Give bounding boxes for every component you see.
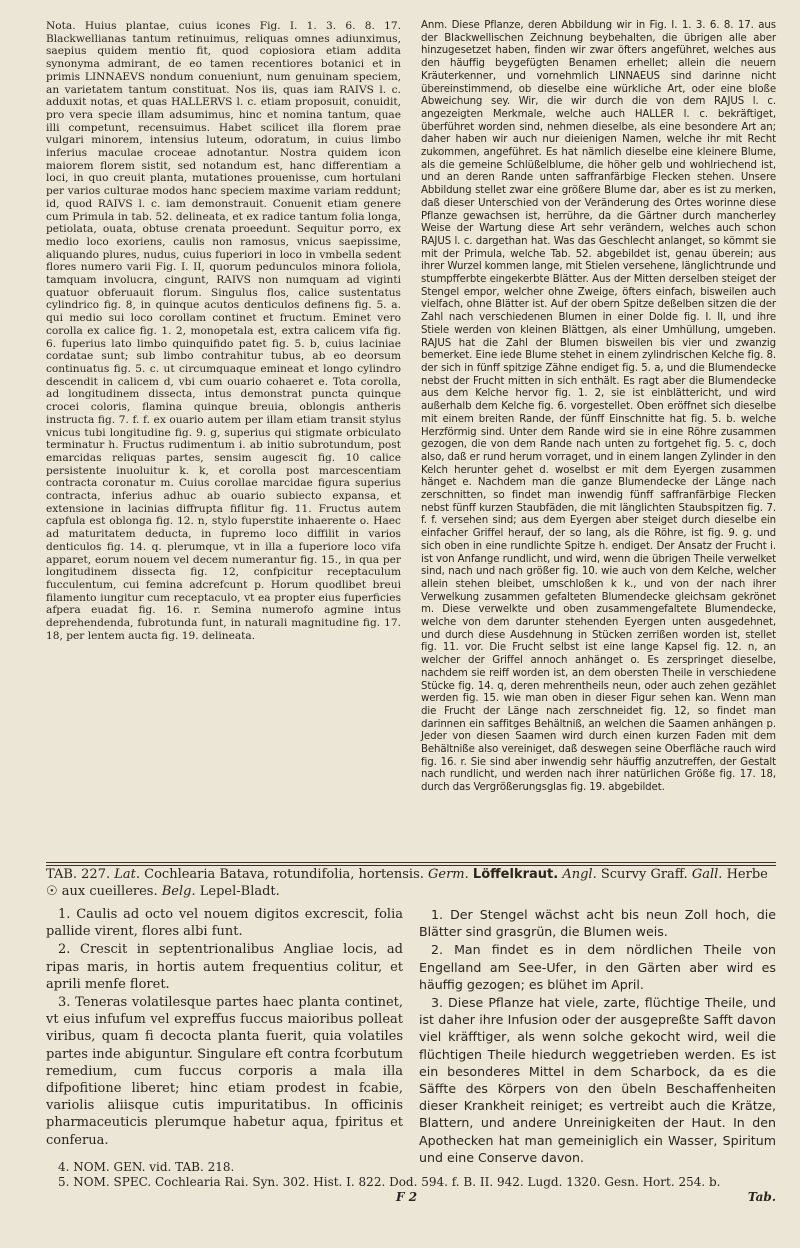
synonyms: [58, 1160, 778, 1190]
german-paragraph-1: 1. Der Stengel wächst acht bis neun Zoll hoch, die Blätter sind grasgrün, die Blumen weis.: [419, 907, 776, 940]
catchword: Tab.: [747, 1190, 776, 1204]
latin-label: Lat.: [114, 867, 141, 882]
nom-spec: 5. NOM. SPEC. Cochlearia Rai. Syn. 302. Hist. I. 822. Dod. 594. f. B. II. 942. Lugd. 1320. Gesn. Hort. 254. b.: [58, 1175, 721, 1189]
french-name-cont: ☉ aux cueilleres.: [46, 884, 158, 899]
latin-column: [46, 906, 403, 1167]
english-name: Scurvy Graff.: [600, 867, 688, 882]
divider-rule: [46, 862, 776, 863]
notes-section: [46, 20, 776, 795]
german-label: Germ.: [428, 867, 469, 882]
latin-name: Cochlearia Batava, rotundifolia, hortensis.: [144, 867, 424, 882]
german-name: Löffelkraut.: [472, 867, 559, 882]
dutch-name: Lepel-Bladt.: [199, 884, 280, 899]
plate-number: TAB. 227.: [46, 867, 111, 882]
german-paragraph-2: 2. Man findet es in dem nördlichen Theile von Engelland am See-Ufer, in den Gärten aber wird es häuffig gezogen; es blühet im April.: [419, 942, 776, 992]
german-paragraph-3: 3. Diese Pflanze hat viele, zarte, flüchtige Theile, und ist daher ihre Infusion oder der ausgepreßte Safft davon viel kräfftiger, als wenn solche gekocht wird, weil die flüchtigen Theile hiedurch weggetrieben werden. Es ist ein besonderes Mittel in dem Scharbock, da es die Säffte des Körpers von den übeln Beschaffenheiten dieser Krankheit reiniget; es vertreibt auch die Krätze, Blattern, und andere Unreinigkeiten der Haut. In den Apothecken hat man gemeiniglich ein Wasser, Spiritum und eine Conserve davon.: [419, 995, 776, 1165]
dutch-label: Belg.: [161, 884, 196, 899]
german-note: Anm. Diese Pflanze, deren Abbildung wir in Fig. I. 1. 3. 6. 8. 17. aus der Blackwellischen Zeichnung beybehalten, die übrigen alle aber hinzugesetzet haben, finden wir zwar öfters angeführet, welches aus den häuffig beygefügten Benamen erhellet; allein die neuern Kräuterkenner, und vornehmlich LINNAEUS sind darinne nicht übereinstimmend, ob dieselbe eine würkliche Art, oder eine bloße Abweichung sey. Wir, die wir durch die von dem RAJUS l. c. angezeigten Merkmale, welche auch HALLER l. c. bekräftiget, überführet worden sind, nehmen dieselbe, als eine besondere Art an; daher haben wir auch nur dieienigen Namen, welche ihr mit Recht zukommen, angeführet. Es hat nämlich dieselbe eine kleinere Blume, als die gemeine Schlüßelblume, die höher gelb und wohlriechend ist, und an deren Rande unten saffranfärbige Flecken stehen. Unsere Abbildung stellet zwar eine größere Blume dar, aber es ist zu merken, daß dieser Unterschied von der Veränderung des Ortes worinne diese Pflanze gewachsen ist, herrühre, da die Gärtner durch mancherley Weise der Wartung diese Art sehr verändern, welches auch schon RAJUS l. c. dargethan hat. Was das Geschlecht anlanget, so kömmt sie mit der Primula, welche Tab. 52. abgebildet ist, genau überein; aus ihrer Wurzel kommen lange, mit Stielen versehene, länglichtrunde und stumpfferbte eingekerbte Blätter. Aus der Mitten derselben steiget der Stengel empor, welcher ohne Zweige, öfters einfach, bisweilen auch vielfach, ohne Blätter ist. Auf der obern Spitze deßelben sitzen die der Zahl nach verschiedenen Blumen in einer Dolde fig. I. II, und ihre Stiele werden von kleinen Blättgen, als einer Umhüllung, umgeben. RAJUS hat die Zahl der Blumen bisweilen bis vier und zwanzig bemerket. Eine iede Blume stehet in einem zylindrischen Kelche fig. 8. der sich in fünff spitzige Zähne endiget fig. 5. a, und die Blumendecke nebst der Frucht mitten in sich enthält. Es ragt aber die Blumendecke aus dem Kelche hervor fig. 1. 2, sie ist einblättericht, und wird außerhalb dem Kelche fig. 6. vorgestellet. Oben eröffnet sich dieselbe mit einem breiten Rande, der fünff Einschnitte hat fig. 5. b. welche Herzförmig sind. Unter dem Rande wird sie in eine Röhre zusammen gezogen, die von dem Rande nach unten zu fortgehet fig. 5. c, doch also, daß er rund herum vorraget, und in einem langen Zylinder in den Kelch herunter gehet d. woselbst er mit dem Eyergen zusammen hänget e. Nachdem man die ganze Blumendecke der Länge nach zerschnitten, so findet man inwendig fünff saffranfärbige Flecken nebst fünff kurzen Staubfäden, die mit länglichten Staubspitzen fig. 7. f. f. versehen sind; aus dem Eyergen aber steiget durch dieselbe ein einfacher Griffel herauf, der so lang, als die Röhre, ist fig. 9. g. und sich oben in eine rundlichte Spitze h. endiget. Der Ansatz der Frucht i. ist von Anfange rundlicht, und wird, wenn die übrigen Theile verwelket sind, nach und nach größer fig. 10. wie auch von dem Kelche, welcher allein stehen bleibet, umschloßen k k., und von der nach ihrer Verwelkung zusammen gefalteten Blumendecke gleichsam gekrönet m. Diese verwelkte und oben zusammengefaltete Blumendecke, welche von dem darunter stehenden Eyergen unten ausgedehnet, und durch diese Ausdehnung in Stücken zerrißen worden ist, stellet fig. 11. vor. Die Frucht selbst ist eine lange Kapsel fig. 12. n, an welcher der Griffel annoch anhänget o. Es zerspringet dieselbe, nachdem sie reiff worden ist, an dem obersten Theile in verschiedene Stücke fig. 14. q, deren mehrentheils neun, oder auch zehen gezählet werden fig. 15. wie man oben in dieser Figur sehen kan. Wenn man die Frucht der Länge nach zerschneidet fig. 12, so findet man darinnen ein saffitges Behältniß, an welchen die Saamen anhängen p. Jeder von diesen Saamen wird durch einen kurzen Faden mit dem Behältniße also vereiniget, daß deswegen seine Oberfläche rauch wird fig. 16. r. Sie sind aber inwendig sehr häuffig anzutreffen, der Gestalt nach rundlicht, und werden nach ihrer natürlichen Größe fig. 17. 18, durch das Vergrößerungsglas fig. 19. abgebildet.: [421, 20, 776, 794]
latin-paragraph-2: 2. Crescit in septentrionalibus Angliae locis, ad ripas maris, in hortis autem frequentius colitur, et aprili menfe floret.: [46, 942, 403, 992]
latin-paragraph-1: 1. Caulis ad octo vel nouem digitos excrescit, folia pallide virent, flores albi funt.: [46, 907, 403, 940]
main-text: [46, 906, 776, 1167]
nom-gen: 4. NOM. GEN. vid. TAB. 218.: [58, 1160, 235, 1174]
plate-heading: [46, 866, 776, 883]
signature-mark: F 2: [396, 1190, 418, 1204]
latin-note: Nota. Huius plantae, cuius icones Fig. I. 1. 3. 6. 8. 17. Blackwellianas tantum retinuimus, reliquas omnes adiunximus, saepius quidem mentio fit, quod copiosiora etiam addita synonyma admirant, de eo tamen recentiores botanici et in primis LINNAEVS nondum conueniunt, num genuinam speciem, an varietatem tantum constituat. Nos iis, quas iam RAIVS l. c. adduxit notas, et quas HALLERVS l. c. etiam proposuit, conuidit, pro vera specie illam adsumimus, hinc et nomina tantum, quae illi competunt, recensuimus. Habet scilicet illa florem prae vulgari minorem, intensius luteum, odoratum, in cuius limbo inferius maculae croceae adnotantur. Nostra quidem icon maiorem florem sistit, sed notandum est, hanc differentiam a loci, in quo creuit planta, mutationes prouenisse, cum hortulani per varios culturae modos hanc speciem maxime variam reddunt; id, quod RAIVS l. c. iam demonstrauit. Conuenit etiam genere cum Primula in tab. 52. delineata, et ex radice tantum folia longa, petiolata, ouata, obtuse crenata proeedunt. Sequitur porro, ex medio loco exoriens, caulis non ramosus, vnicus saepissime, aliquando plures, nudus, cuius fuperiori in loco in vmbella sedent flores numero varii Fig. I. II, quorum pedunculos minora foliola, tamquam involucra, cingunt, RAIVS non numquam ad viginti quatuor obferuauit florum. Singulus flos, calice sustentatus cylindrico fig. 8, in quinque acutos denticulos definens fig. 5. a. qui medio sui loco corollam continet et fructum. Eminet vero corolla ex calice fig. 1. 2, monopetala est, extra calicem vifa fig. 6. fuperius lato limbo quinquifido patet fig. 5. b, cuius laciniae cordatae sunt; sub limbo contrahitur tubus, ab eo deorsum continuatus fig. 5. c. ut circumquaque emineat et longo cylindro descendit in calicem d, vbi cum ouario cohaeret e. Tota corolla, ad longitudinem dissecta, intus demonstrat puncta quinque crocei coloris, flamina quinque breuia, oblongis antheris instructa fig. 7. f. f. ex ouario autem per illam etiam transit stylus vnicus tubi longitudine fig. 9. g, superius qui stigmate orbiculato terminatur h. Fructus rudimentum i. ab initio subrotundum, post emarcidas reliquas partes, sensim augescit fig. 10 calice persistente inuoluitur k. k, et corolla post marcescentiam contracta coronatur m. Cuius corollae marcidae figura superius contracta, inferius adhuc ab ouario subiecto expansa, et extensione in lacinias diffrupta fiflitur fig. 11. Fructus autem capfula est oblonga fig. 12. n, stylo fuperstite inhaerente o. Haec ad maturitatem deducta, in fupremo loco diffilit in varios denticulos fig. 14. q. plerumque, vt in illa a fuperiore loco vifa apparet, eorum nouem vel decem numerantur fig. 15., in qua per longitudinem dissecta fig. 12, confpicitur receptaculum fucculentum, cui femina adcrefcunt p. Horum quodlibet breui filamento iungitur cum receptaculo, vt ea propter eius fuperficies afpera euadat fig. 16. r. Semina numerofo agmine intus deprehendenda, fubrotunda funt, in naturali magnitudine fig. 17. 18, per lentem aucta fig. 19. delineata.: [46, 20, 401, 642]
latin-paragraph-3: 3. Teneras volatilesque partes haec planta continet, vt eius infufum vel expreffus fuccus maioribus polleat viribus, quam fi decocta planta fuerit, quia volatiles partes inde abiguntur. Singulare eft contra fcorbutum remedium, cum fuccus corporis a mala illa difpofitione liberet; hinc etiam prodest in fcabie, variolis aliisque cutis impuritatibus. In officinis pharmaceuticis plerumque habetur aqua, fpiritus et conferua.: [46, 995, 403, 1148]
french-name: Herbe: [726, 867, 768, 882]
plate-heading-line2: [46, 883, 776, 900]
german-column: [419, 906, 776, 1167]
english-label: Angl.: [562, 867, 597, 882]
french-label: Gall.: [691, 867, 723, 882]
